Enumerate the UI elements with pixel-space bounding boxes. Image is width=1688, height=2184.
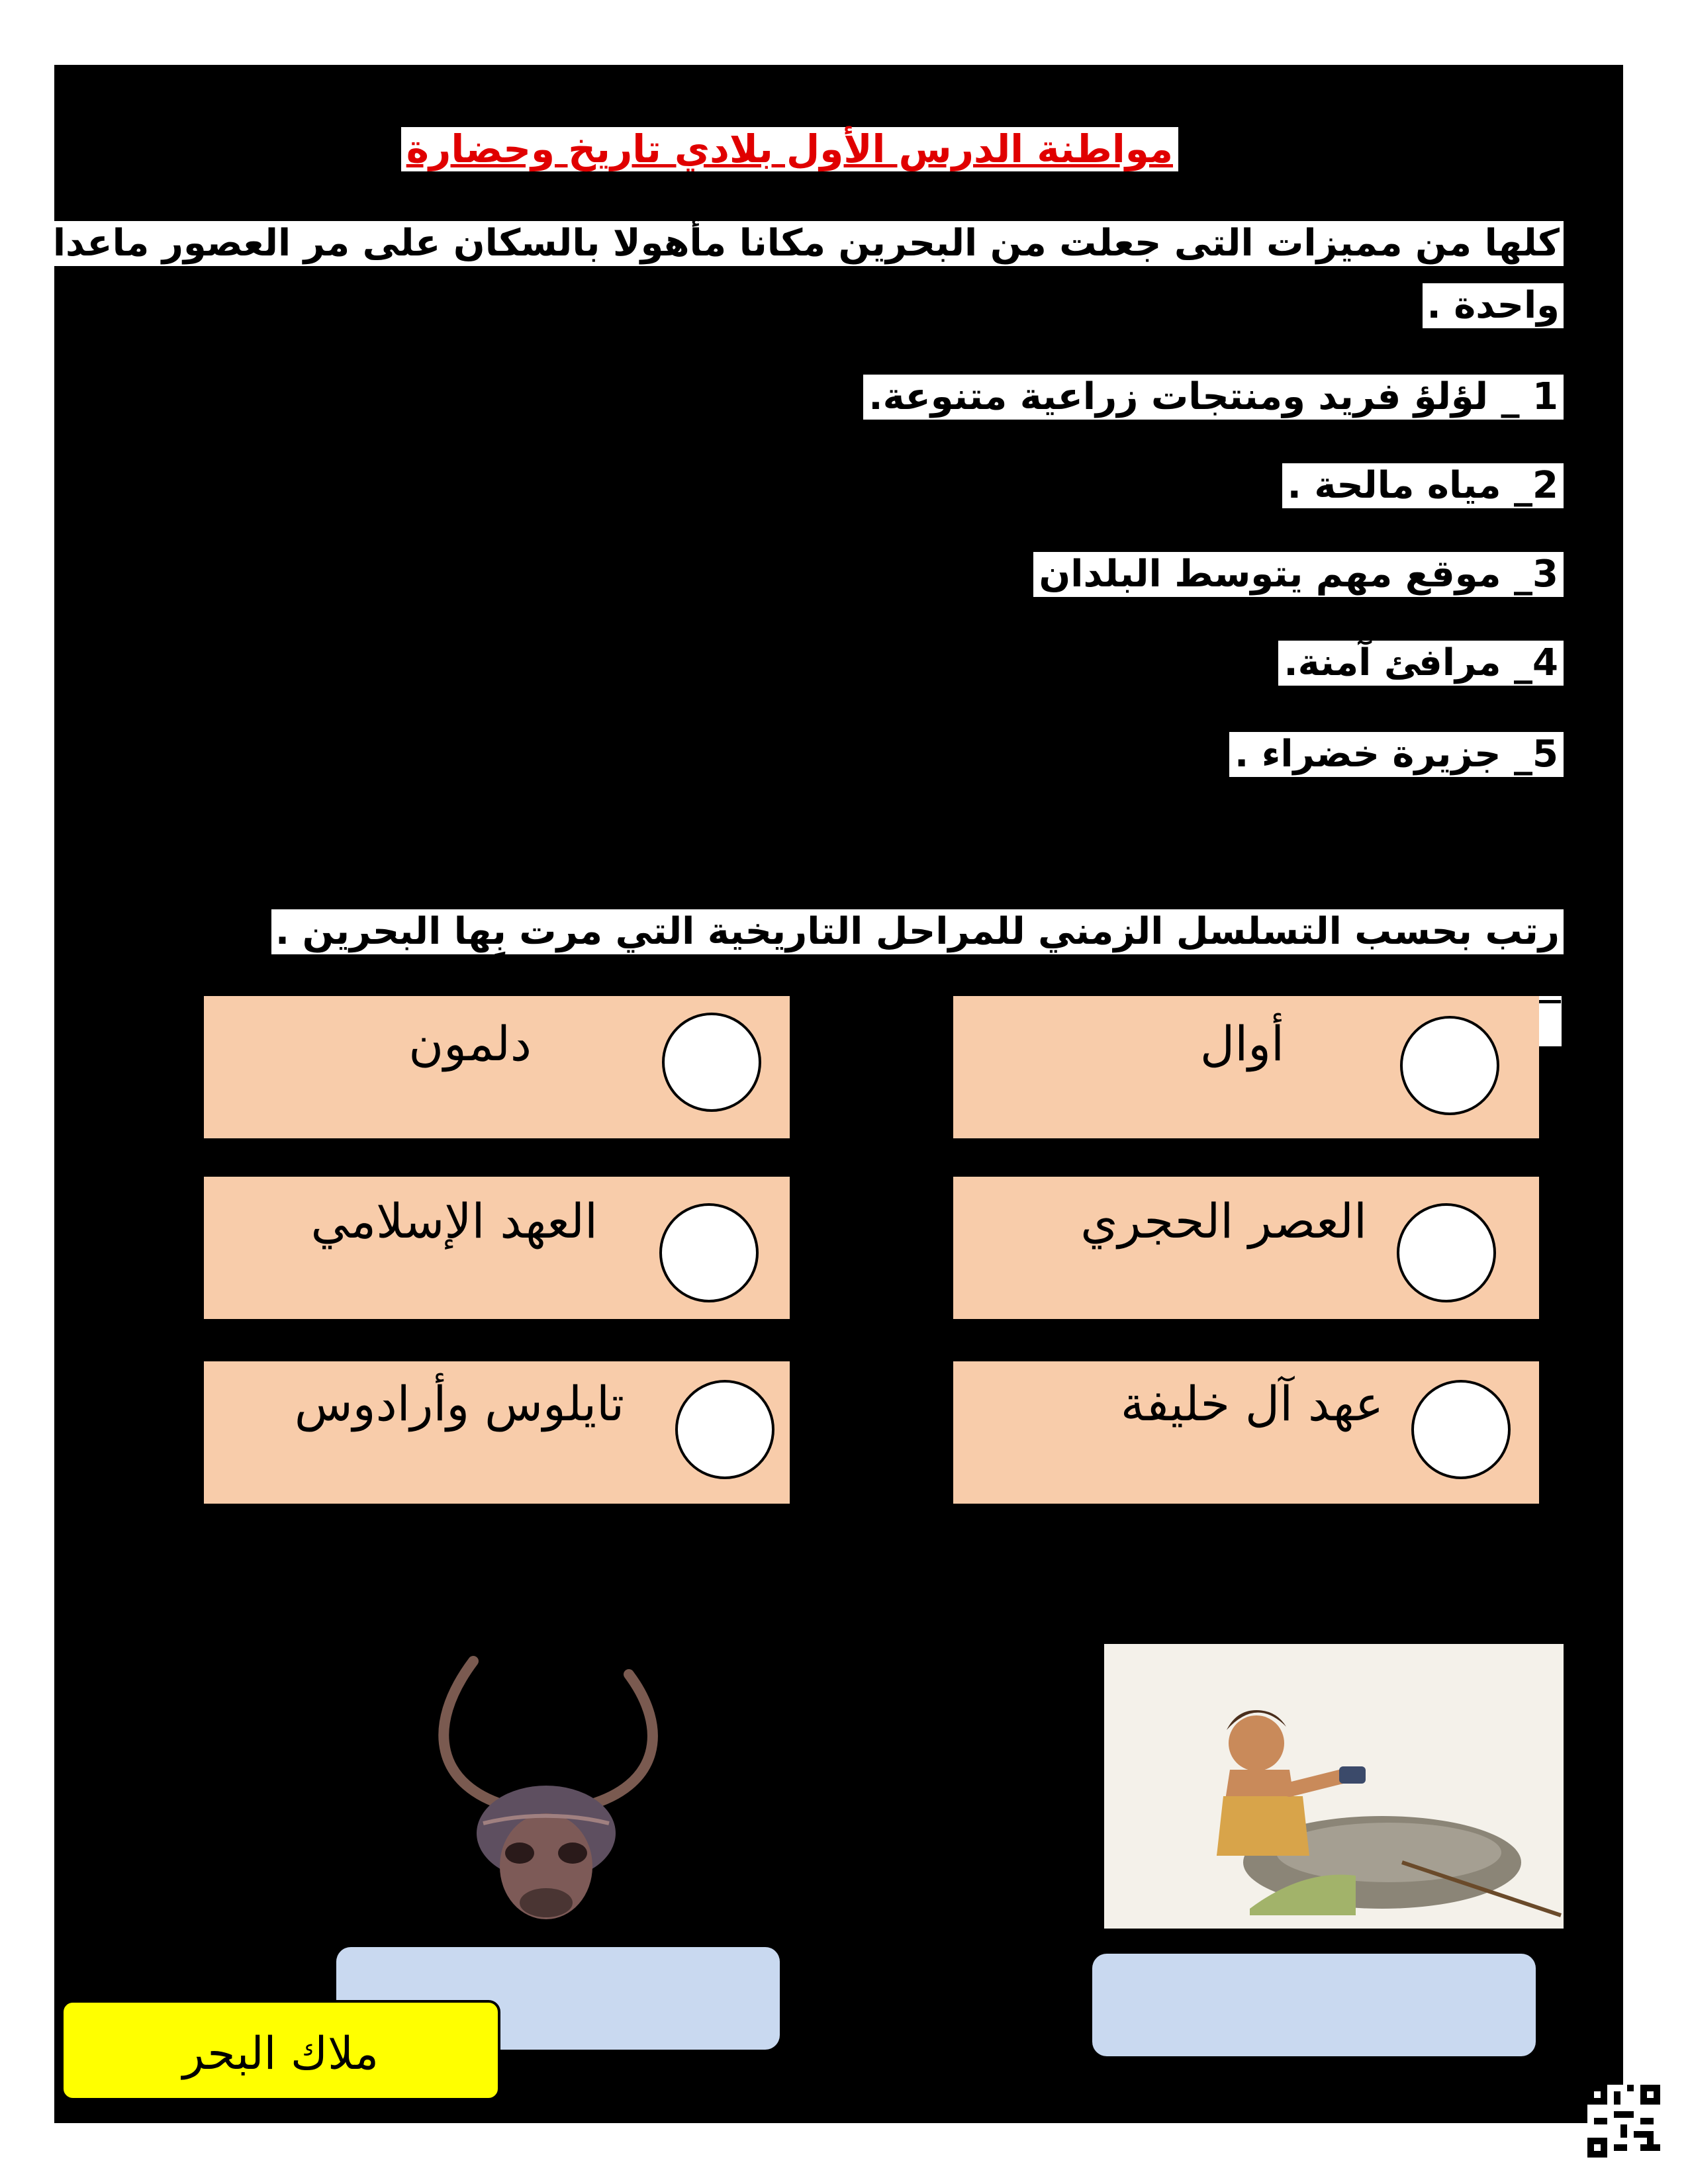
- period-box-stone-age[interactable]: [953, 1177, 1539, 1319]
- question1-option-1[interactable]: 1 _ لؤلؤ فريد ومنتجات زراعية متنوعة.: [863, 375, 1564, 420]
- stone-age-man-icon: [1104, 1644, 1564, 1929]
- question1-option-3[interactable]: 3_ موقع مهم يتوسط البلدان: [1033, 552, 1564, 597]
- period-box-al-khalifa[interactable]: [953, 1361, 1539, 1504]
- period-label: تايلوس وأرادوس: [294, 1376, 624, 1432]
- question2-prompt: رتب بحسب التسلسل الزمني للمراحل التاريخية التي مرت بِها البحرين .: [271, 909, 1564, 954]
- question1-option-5[interactable]: 5_ جزيرة خضراء .: [1229, 732, 1564, 777]
- question1-option-4[interactable]: 4_ مرافئ آمنة.: [1278, 641, 1564, 686]
- question1-text-line2: واحدة .: [1423, 283, 1564, 328]
- order-circle[interactable]: [1411, 1380, 1511, 1479]
- period-label: العصر الحجري: [1080, 1193, 1367, 1249]
- order-circle[interactable]: [1397, 1203, 1496, 1302]
- author-name: ملاك البحر: [182, 2028, 379, 2080]
- question1-option-2[interactable]: 2_ مياه مالحة .: [1282, 463, 1564, 508]
- period-box-islamic-era[interactable]: [204, 1177, 790, 1319]
- order-circle[interactable]: [1400, 1016, 1499, 1115]
- period-label: عهد آل خليفة: [1120, 1376, 1383, 1432]
- author-badge: [61, 2000, 500, 2101]
- order-circle[interactable]: [675, 1380, 774, 1479]
- question1-text-line1: كلها من مميزات التى جعلت من البحرين مكانا مأهولا بالسكان على مر العصور ماعدا: [49, 221, 1564, 266]
- bull-head-icon: [410, 1635, 688, 1926]
- period-box-awal[interactable]: [953, 996, 1539, 1138]
- page-title: مواطنة الدرس الأول بلادي تاريخ وحضارة: [401, 127, 1178, 171]
- order-circle[interactable]: [662, 1013, 761, 1112]
- period-box-dilmun[interactable]: [204, 996, 790, 1138]
- order-circle[interactable]: [659, 1203, 759, 1302]
- answer-box-stone-age-man[interactable]: [1092, 1954, 1536, 2056]
- period-label: دلمون: [408, 1016, 532, 1071]
- qr-code-icon: [1587, 2085, 1660, 2158]
- period-label: العهد الإسلامي: [310, 1193, 598, 1249]
- period-label: أوال: [1199, 1016, 1284, 1071]
- period-box-tylos[interactable]: [204, 1361, 790, 1504]
